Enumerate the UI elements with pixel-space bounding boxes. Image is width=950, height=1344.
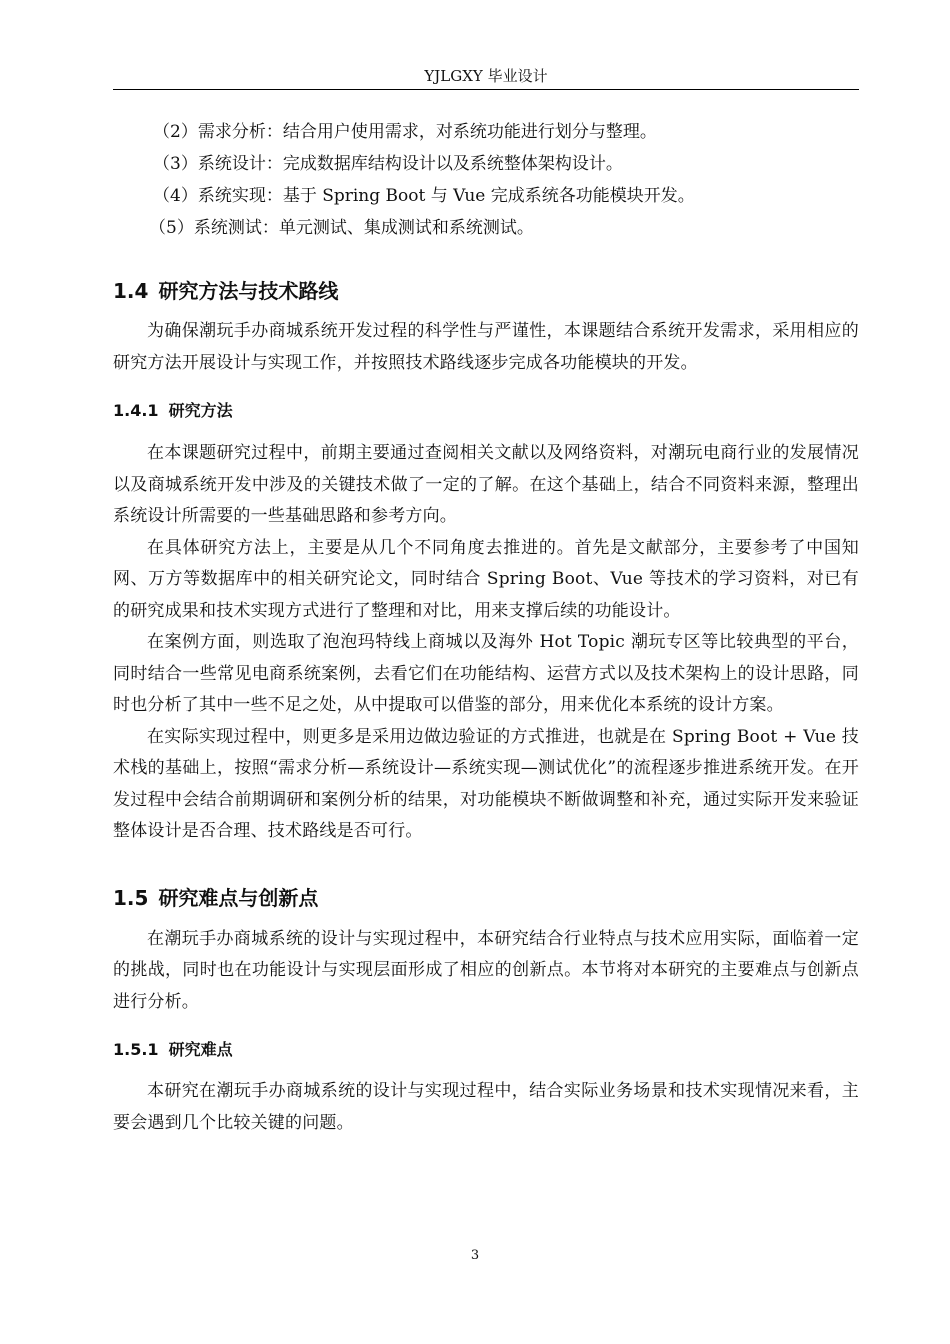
paragraph: 本研究在潮玩手办商城系统的设计与实现过程中，结合实际业务场景和技术实现情况来看，主要会遇到几个比较关键的问题。 — [113, 1081, 859, 1133]
paragraph: 在具体研究方法上，主要是从几个不同角度去推进的。首先是文献部分，主要参考了中国知网、万方等数据库中的相关研究论文，同时结合 Spring Boot、Vue 等技术的学习资料，对已有的研究成果和技术实现方式进行了整理和对比，用来支撑后续的功能设计。 — [113, 537, 859, 621]
list-item: （4）系统实现：基于 Spring Boot 与 Vue 完成系统各功能模块开发。 — [153, 186, 695, 206]
section-number: 1.4 — [113, 279, 149, 303]
paragraph: 在实际实现过程中，则更多是采用边做边验证的方式推进，也就是在 Spring Boot + Vue 技术栈的基础上，按照“需求分析—系统设计—系统实现—测试优化”的流程逐步推进系统开发。在开发过程中会结合前期调研和案例分析的结果，对功能模块不断做调整和补充，通过实际开发来验证整体设计是否合理、技术路线是否可行。 — [113, 726, 859, 841]
section-heading-1-5 — [113, 884, 859, 912]
page-number: 3 — [470, 1248, 480, 1263]
list-item: （5）系统测试：单元测试、集成测试和系统测试。 — [149, 218, 534, 238]
paragraph: 为确保潮玩手办商城系统开发过程的科学性与严谨性，本课题结合系统开发需求，采用相应的研究方法开展设计与实现工作，并按照技术路线逐步完成各功能模块的开发。 — [113, 321, 859, 373]
section-title: 研究方法与技术路线 — [158, 279, 339, 303]
list-item: （3）系统设计：完成数据库结构设计以及系统整体架构设计。 — [153, 154, 623, 174]
paragraph: 在潮玩手办商城系统的设计与实现过程中，本研究结合行业特点与技术应用实际，面临着一定的挑战，同时也在功能设计与实现层面形成了相应的创新点。本节将对本研究的主要难点与创新点进行分析。 — [113, 928, 859, 1012]
running-header: YJLGXY 毕业设计 — [424, 67, 548, 85]
section-number: 1.5.1 — [113, 1040, 159, 1059]
section-title: 研究难点与创新点 — [158, 885, 319, 910]
step-list — [113, 116, 859, 244]
section-number: 1.5 — [113, 885, 149, 910]
page-content — [113, 116, 859, 1139]
section-heading-1-4 — [113, 277, 859, 305]
section-number: 1.4.1 — [113, 401, 159, 420]
section-heading-1-5-1 — [113, 1038, 859, 1062]
section-title: 研究难点 — [168, 1040, 233, 1059]
paragraph: 在案例方面，则选取了泡泡玛特线上商城以及海外 Hot Topic 潮玩专区等比较典型的平台，同时结合一些常见电商系统案例，去看它们在功能结构、运营方式以及技术架构上的设计思路，同时也分析了其中一些不足之处，从中提取可以借鉴的部分，用来优化本系统的设计方案。 — [113, 632, 859, 715]
list-item: （2）需求分析：结合用户使用需求，对系统功能进行划分与整理。 — [153, 122, 657, 142]
header-rule — [113, 89, 859, 90]
paragraph: 在本课题研究过程中，前期主要通过查阅相关文献以及网络资料，对潮玩电商行业的发展情况以及商城系统开发中涉及的关键技术做了一定的了解。在这个基础上，结合不同资料来源，整理出系统设计所需要的一些基础思路和参考方向。 — [113, 443, 859, 526]
section-title: 研究方法 — [168, 401, 233, 420]
section-heading-1-4-1 — [113, 399, 859, 423]
